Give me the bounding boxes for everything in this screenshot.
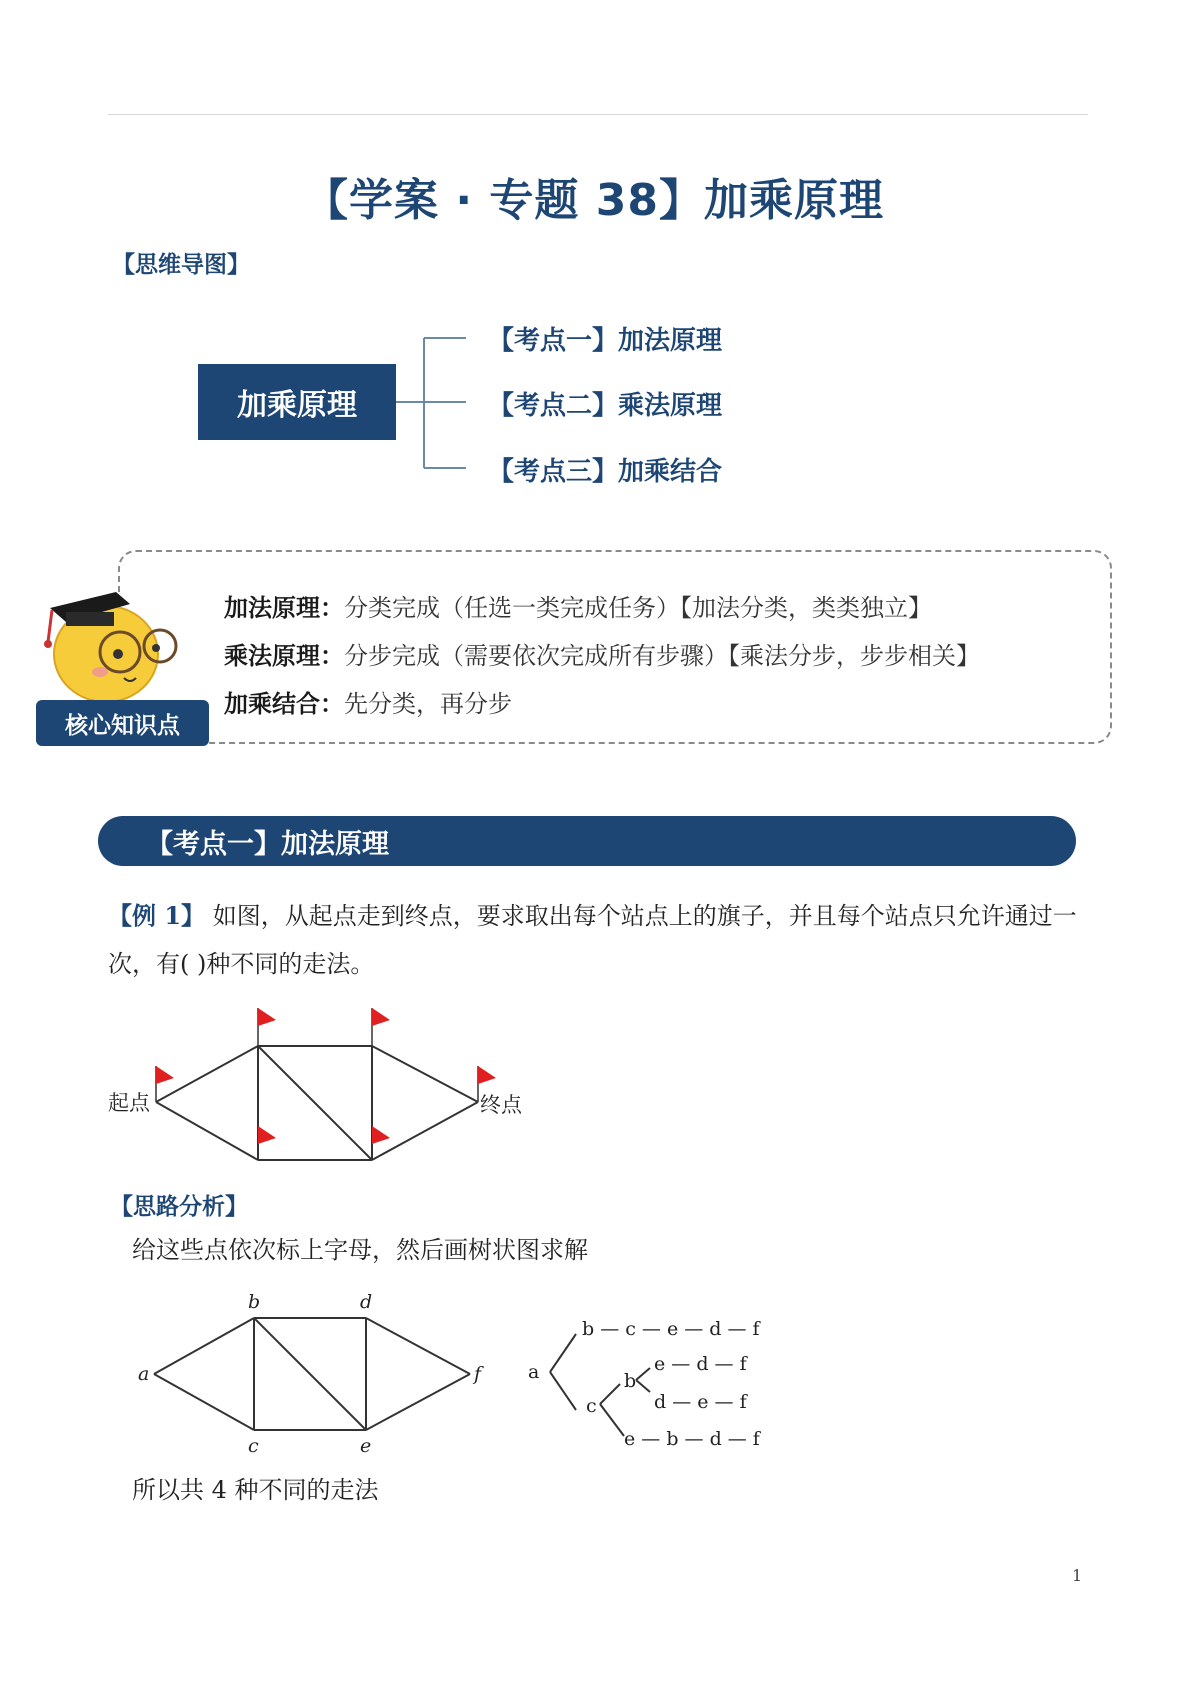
tree-row1: b — c — e — d — f <box>582 1318 760 1340</box>
example-text-line2: 次，有( )种不同的走法。 <box>108 950 375 978</box>
example-text-line1: 如图，从起点走到终点，要求取出每个站点上的旗子，并且每个站点只允许通过一 <box>212 902 1077 930</box>
node-c-label: c <box>248 1435 259 1457</box>
mindmap-connector <box>396 330 466 475</box>
core-item-1 <box>224 588 932 623</box>
node-a-label: a <box>138 1363 150 1385</box>
figure1-start-label: 起点 <box>108 1091 150 1115</box>
core-item-1-desc: 分类完成（任选一类完成任务）【加法分类，类类独立】 <box>344 594 932 622</box>
tree-root: a <box>528 1361 540 1383</box>
core-item-3-term: 加乘结合： <box>224 689 344 718</box>
core-item-1-term: 加法原理： <box>224 593 344 622</box>
flag-route-figure <box>100 1000 540 1175</box>
page-title: 【学案 · 专题 38】加乘原理 <box>304 175 884 226</box>
core-item-2 <box>224 636 980 671</box>
core-item-2-term: 乘法原理： <box>224 641 344 670</box>
header-rule <box>108 114 1088 115</box>
node-e-label: e <box>360 1435 372 1457</box>
mindmap-branch-2: 【考点二】乘法原理 <box>488 391 723 421</box>
conclusion-text: 所以共 4 种不同的走法 <box>132 1476 379 1504</box>
tree-row4: e — b — d — f <box>624 1428 760 1450</box>
core-item-3-desc: 先分类，再分步 <box>344 690 512 718</box>
tree-diagram <box>520 1290 780 1450</box>
node-b-label: b <box>248 1291 261 1313</box>
tree-node-b: b <box>624 1370 637 1392</box>
core-badge: 核心知识点 <box>36 700 209 746</box>
core-item-2-desc: 分步完成（需要依次完成所有步骤）【乘法分步，步步相关】 <box>344 642 980 670</box>
mindmap-branch-3: 【考点三】加乘结合 <box>488 457 723 487</box>
tree-row2: e — d — f <box>654 1353 747 1375</box>
core-item-3 <box>224 684 512 719</box>
analysis-label: 【思路分析】 <box>110 1193 248 1220</box>
mindmap-branch-1: 【考点一】加法原理 <box>488 326 723 356</box>
node-f-label: f <box>474 1363 482 1385</box>
figure1-end-label: 终点 <box>480 1093 522 1117</box>
mindmap-center: 加乘原理 <box>198 364 396 440</box>
labeled-graph-figure <box>130 1290 500 1460</box>
example-paragraph <box>108 892 1098 988</box>
node-d-label: d <box>360 1291 373 1313</box>
analysis-text: 给这些点依次标上字母，然后画树状图求解 <box>132 1236 588 1264</box>
tree-row3: d — e — f <box>654 1391 747 1413</box>
page-number: 1 <box>1072 1566 1083 1585</box>
mindmap-label: 【思维导图】 <box>112 251 250 278</box>
example-label: 【例 1】 <box>108 901 206 930</box>
section-banner: 【考点一】加法原理 <box>98 816 1076 866</box>
tree-node-c: c <box>586 1395 597 1417</box>
mascot-icon <box>38 582 178 707</box>
